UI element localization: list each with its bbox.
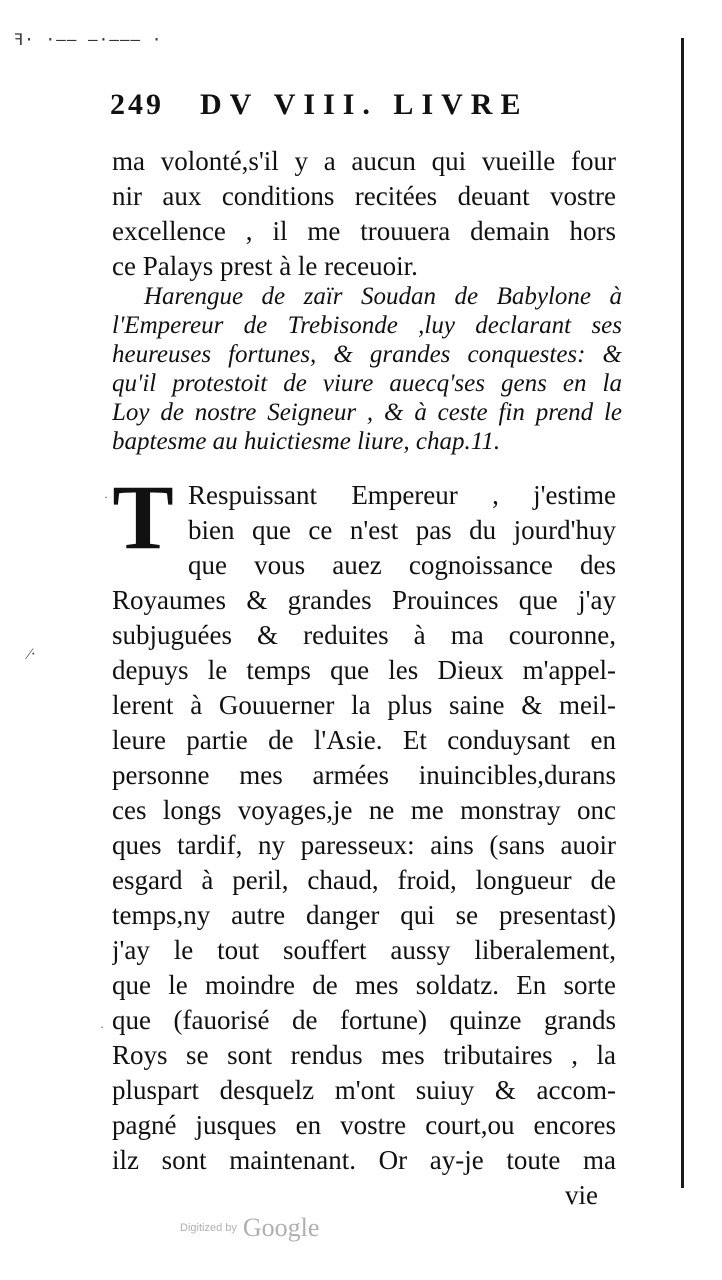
catchword: vie (565, 1180, 598, 1210)
heading-line: qu'il protestoit de viure auecq'ses gens en la (112, 370, 622, 397)
text-line: pagné jusques en vostre court,ou encores (112, 1110, 616, 1140)
page-number: 249 (110, 88, 164, 121)
text-line: ces longs voyages,je ne me monstray onc (112, 795, 616, 825)
watermark-prefix: Digitized by (180, 1222, 237, 1234)
running-head: DV VIII. LIVRE (200, 88, 529, 121)
text-line: que le moindre de mes soldatz. En sorte (112, 970, 616, 1000)
text-line: j'ay le tout souffert aussy liberalement, (112, 935, 616, 965)
scan-artifact-marks: ꟻ· ·‒‒ ‒·‒‒‒ · (14, 30, 163, 49)
text-line: que (fauorisé de fortune) quinze grands (112, 1005, 616, 1035)
text-line: excellence , il me trouuera demain hors (112, 216, 616, 246)
text-line: temps,ny autre danger qui se presentast) (112, 900, 616, 930)
text-line: que vous auez cognoissance des (188, 550, 616, 580)
text-line: depuys le temps que les Dieux m'appel- (112, 655, 616, 685)
text-line: ma volonté,s'il y a aucun qui vueille four (112, 146, 616, 176)
heading-line: Loy de nostre Seigneur , & à ceste fin prend le (112, 399, 622, 426)
text-line: Roys se sont rendus mes tributaires , la (112, 1040, 616, 1070)
text-line: ce Palays prest à le receuoir. (112, 251, 418, 281)
heading-line: baptesme au huictiesme liure, chap.11. (112, 428, 501, 455)
text-line: nir aux conditions recitées deuant vostre (112, 181, 616, 211)
watermark-brand: Google (242, 1213, 320, 1242)
body-paragraph (112, 466, 616, 1213)
text-line: esgard à peril, chaud, froid, longueur de (112, 865, 616, 895)
margin-rule (681, 38, 684, 1188)
heading-line: l'Empereur de Trebisonde ,luy declarant ses (112, 312, 622, 339)
margin-dot: · (100, 1020, 104, 1034)
digitization-watermark (180, 1213, 319, 1243)
heading-line: Harengue de zaïr Soudan de Babylone à (144, 283, 622, 310)
drop-cap: T (112, 466, 174, 568)
margin-dot: · (104, 490, 108, 504)
text-line: bien que ce n'est pas du jourd'huy (188, 515, 616, 545)
text-line: personne mes armées inuincibles,durans (112, 760, 616, 790)
text-line: pluspart desquelz m'ont suiuy & accom- (112, 1075, 616, 1105)
text-line: Respuissant Empereur , j'estime (188, 480, 616, 510)
text-line: leure partie de l'Asie. Et conduysant en (112, 725, 616, 755)
margin-mark: ⁄· (28, 646, 36, 663)
text-line: ques tardif, ny paresseux: ains (sans auoir (112, 830, 616, 860)
intro-paragraph (112, 144, 616, 284)
text-line: lerent à Gouuerner la plus saine & meil- (112, 690, 616, 720)
page-header (110, 88, 630, 140)
heading-line: heureuses fortunes, & grandes conquestes: & (112, 341, 622, 368)
text-line: ilz sont maintenant. Or ay-je toute ma (112, 1145, 616, 1175)
text-line: subjuguées & reduites à ma couronne, (112, 620, 616, 650)
text-line: Royaumes & grandes Prouinces que j'ay (112, 585, 616, 615)
chapter-heading (112, 282, 622, 456)
